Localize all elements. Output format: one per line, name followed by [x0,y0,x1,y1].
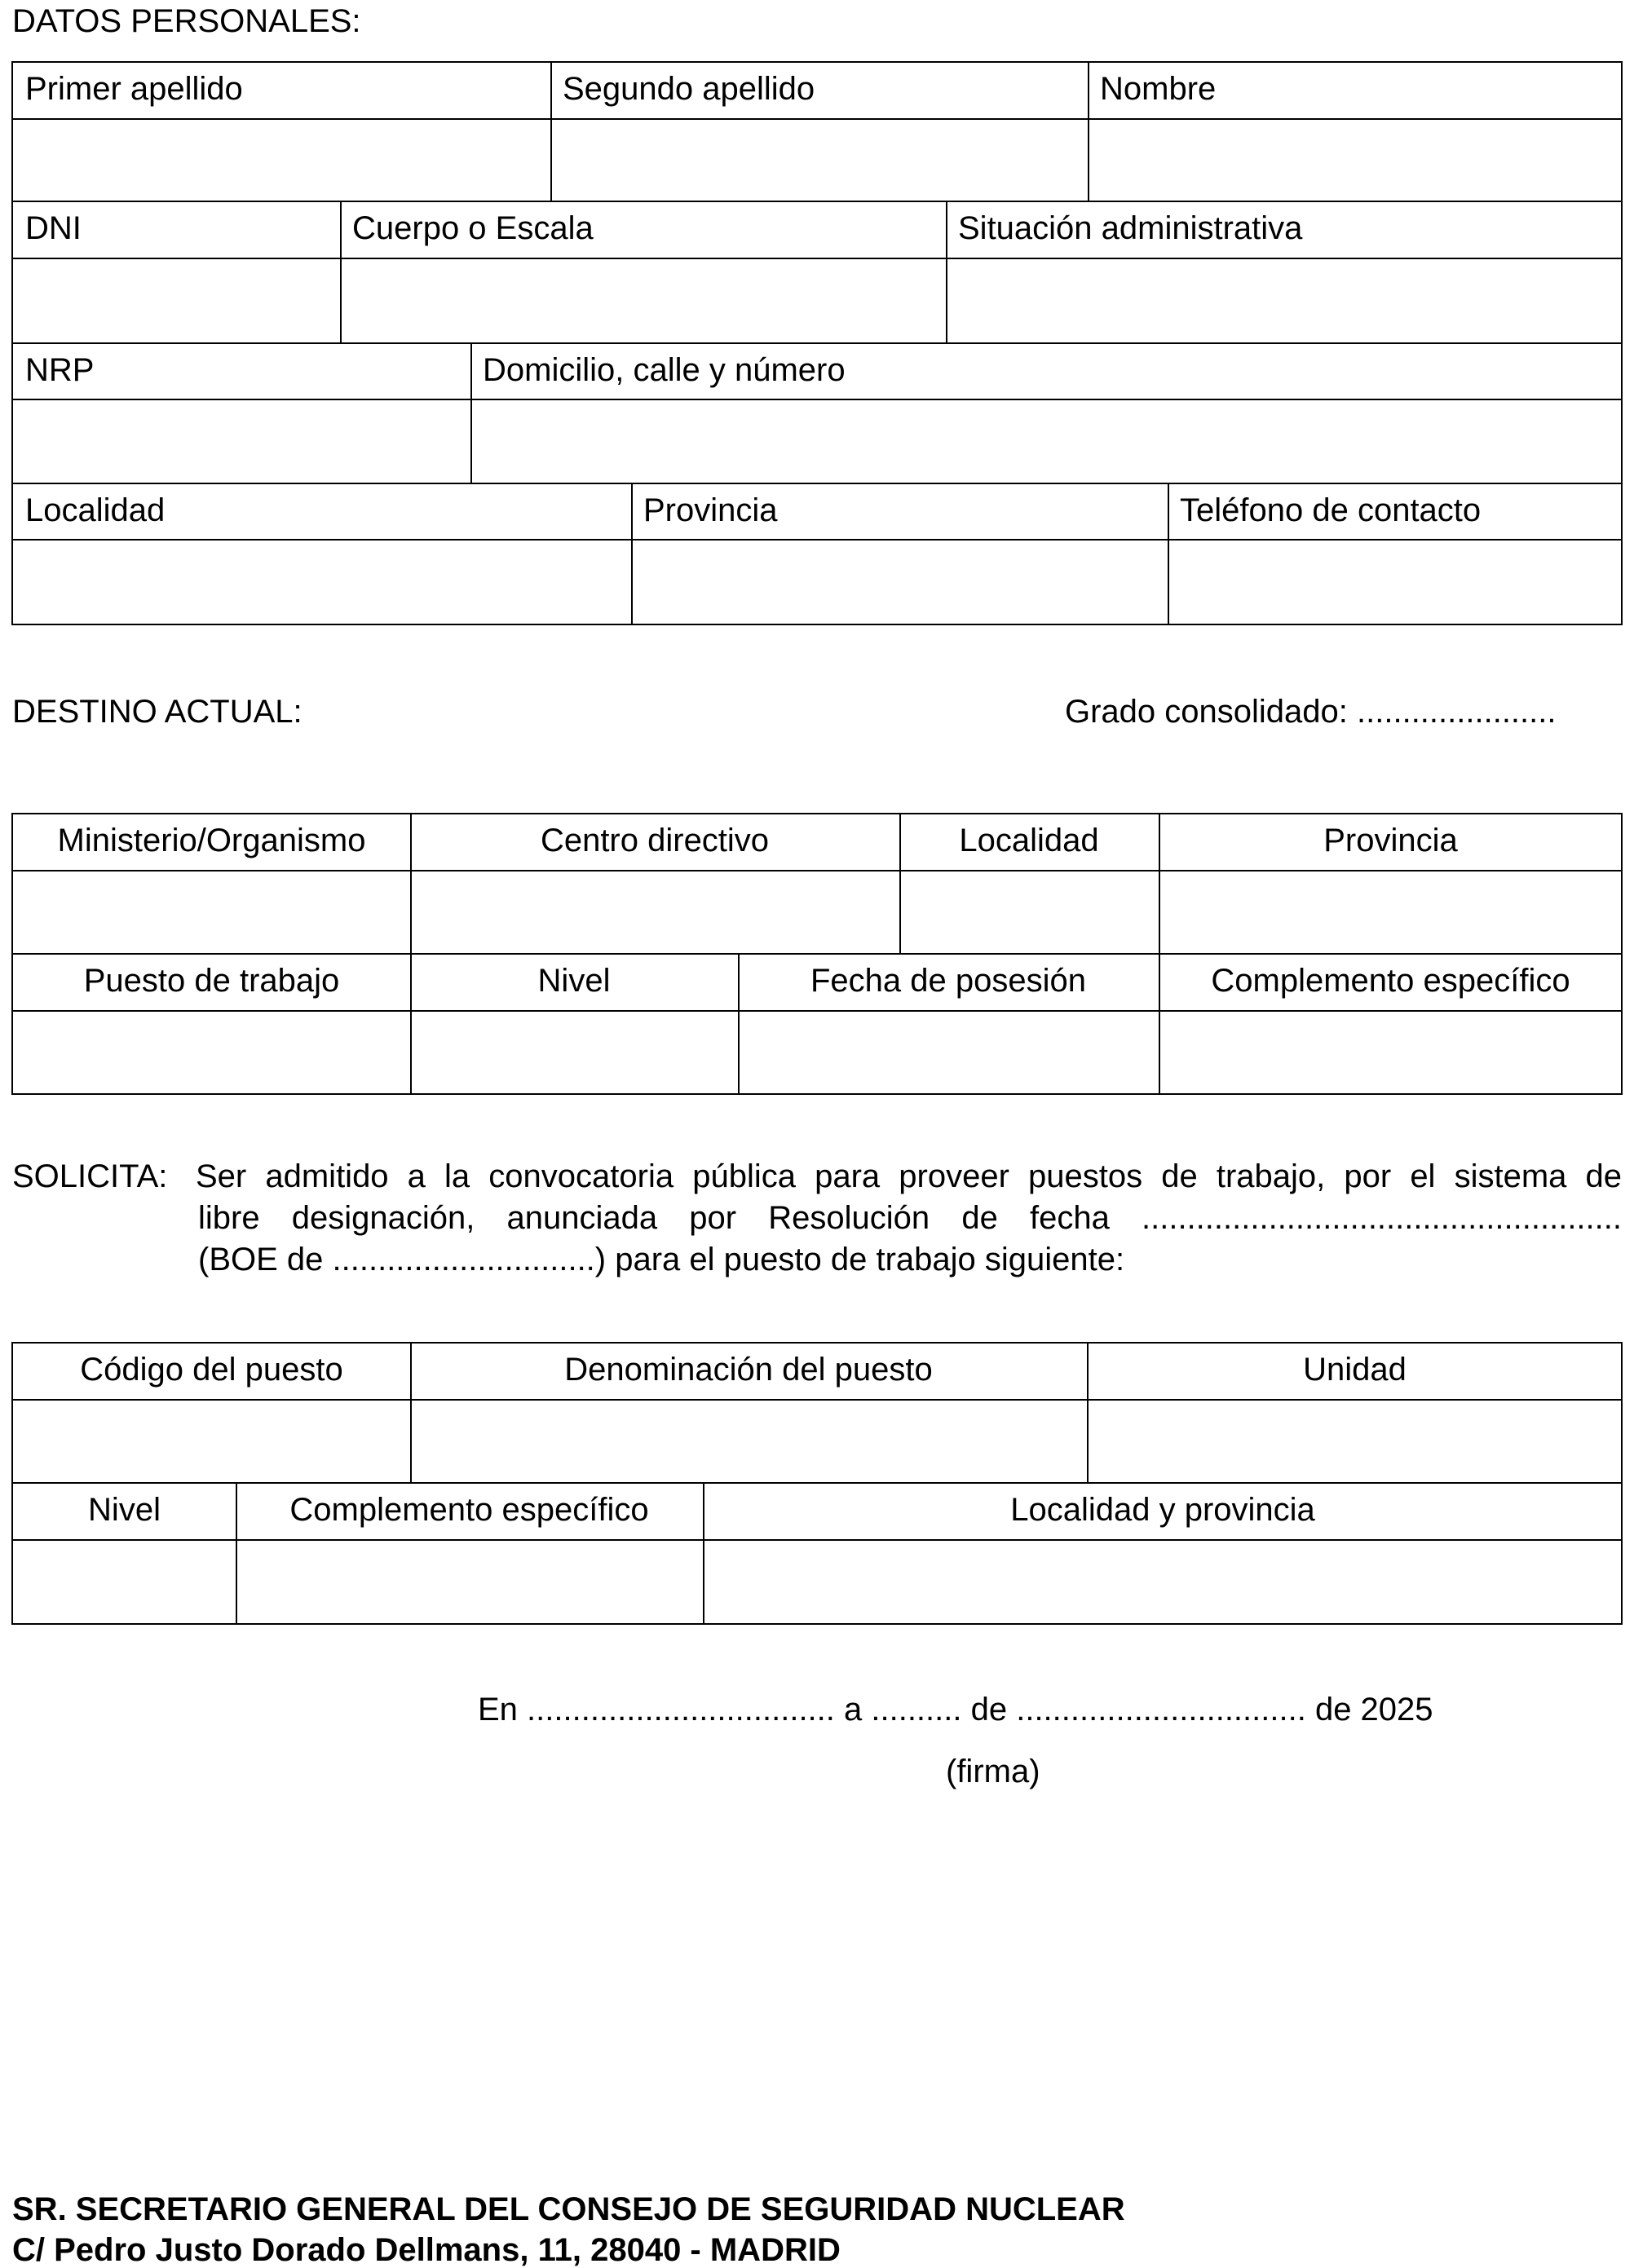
dni-label: DNI [25,210,82,246]
solicita-label: SOLICITA: [12,1158,168,1194]
ministerio-label: Ministerio/Organismo [57,823,366,858]
ps-complemento-label: Complemento específico [289,1492,649,1528]
grid-line [340,202,342,344]
primer-apellido-input[interactable] [13,120,550,202]
segundo-apellido-input[interactable] [550,120,1088,202]
dni-cell [13,202,340,344]
fecha-posesion-input[interactable] [738,1012,1159,1095]
denominacion-cell [410,1344,1087,1484]
destino-nivel-cell [410,955,738,1095]
ps-nivel-label: Nivel [88,1492,161,1528]
grid-line [13,483,1621,484]
ps-nivel-input[interactable] [13,1541,236,1625]
unidad-input[interactable] [1087,1401,1623,1484]
unidad-cell [1087,1344,1623,1484]
provincia-input[interactable] [631,541,1168,625]
footer-address: C/ Pedro Justo Dorado Dellmans, 11, 28040 - MADRID [12,2232,841,2268]
dni-input[interactable] [13,259,340,344]
grid-line [1088,63,1089,202]
localidad-input[interactable] [13,541,631,625]
section-heading-personal: DATOS PERSONALES: [12,3,361,39]
telefono-input[interactable] [1168,541,1623,625]
puesto-label: Puesto de trabajo [83,963,340,999]
cuerpo-label: Cuerpo o Escala [352,210,594,246]
destino-complemento-label: Complemento específico [1211,963,1570,999]
personal-data-table [11,61,1623,625]
solicita-line-2: libre designación, anunciada por Resolución de fecha ..................................................... [198,1200,1622,1236]
grid-line [946,202,947,344]
solicita-line-3: (BOE de .............................) para el puesto de trabajo siguiente: [198,1242,1125,1277]
codigo-input[interactable] [13,1401,410,1484]
ps-complemento-cell [236,1484,703,1625]
segundo-apellido-cell [550,63,1088,202]
domicilio-input[interactable] [470,401,1623,484]
grid-line [470,344,472,484]
grid-line [631,484,633,625]
ministerio-input[interactable] [13,871,410,955]
destino-provincia-cell [1159,814,1623,955]
situacion-label: Situación administrativa [958,210,1303,246]
provincia-label: Provincia [643,492,778,528]
primer-apellido-label: Primer apellido [25,71,243,107]
cuerpo-cell [340,202,946,344]
nrp-label: NRP [25,352,95,388]
nombre-cell [1088,63,1623,202]
destino-nivel-label: Nivel [537,963,611,999]
grid-line [410,814,412,1095]
ps-complemento-input[interactable] [236,1541,703,1625]
destino-localidad-cell [899,814,1159,955]
nombre-input[interactable] [1088,120,1623,202]
destino-localidad-label: Localidad [959,823,1099,858]
puesto-solicitado-table [11,1342,1623,1625]
primer-apellido-cell [13,63,550,202]
nrp-input[interactable] [13,401,470,484]
grid-line [738,955,740,1095]
localidad-cell [13,484,631,625]
grado-consolidado: Grado consolidado: ...................... [1065,694,1557,730]
destino-complemento-cell [1159,955,1623,1095]
domicilio-cell [470,344,1623,484]
telefono-label: Teléfono de contacto [1180,492,1482,528]
puesto-cell [13,955,410,1095]
footer-recipient: SR. SECRETARIO GENERAL DEL CONSEJO DE SEGURIDAD NUCLEAR [12,2191,1125,2227]
solicita-line-1: Ser admitido a la convocatoria pública para proveer puestos de trabajo, por el sistema de [196,1158,1622,1194]
codigo-cell [13,1344,410,1484]
fecha-linea: En .................................. a .......... de ................................ de 2025 [478,1692,1433,1727]
grid-line [13,1399,1621,1401]
domicilio-label: Domicilio, calle y número [483,352,846,388]
denominacion-input[interactable] [410,1401,1087,1484]
destino-localidad-input[interactable] [899,871,1159,955]
centro-input[interactable] [410,871,899,955]
grid-line [13,399,1621,400]
ps-nivel-cell [13,1484,236,1625]
grid-line [550,63,552,202]
centro-label: Centro directivo [540,823,770,858]
section-heading-destino: DESTINO ACTUAL: [12,694,303,730]
unidad-label: Unidad [1303,1352,1407,1388]
nombre-label: Nombre [1100,71,1217,107]
localidad-provincia-cell [703,1484,1623,1625]
localidad-provincia-label: Localidad y provincia [1010,1492,1315,1528]
grid-line [899,814,901,955]
centro-cell [410,814,899,955]
grid-line [410,1344,412,1484]
fecha-posesion-label: Fecha de posesión [810,963,1086,999]
localidad-provincia-input[interactable] [703,1541,1623,1625]
nrp-cell [13,344,470,484]
grid-line [703,1484,704,1625]
grid-line [13,870,1621,871]
grid-line [13,201,1621,202]
destino-actual-table [11,813,1623,1095]
cuerpo-input[interactable] [340,259,946,344]
provincia-cell [631,484,1168,625]
telefono-cell [1168,484,1623,625]
grid-line [1159,814,1160,1095]
destino-nivel-input[interactable] [410,1012,738,1095]
puesto-input[interactable] [13,1012,410,1095]
situacion-input[interactable] [946,259,1623,344]
ministerio-cell [13,814,410,955]
localidad-label: Localidad [25,492,166,528]
segundo-apellido-label: Segundo apellido [563,71,815,107]
grid-line [13,953,1621,955]
denominacion-label: Denominación del puesto [564,1352,933,1388]
fecha-posesion-cell [738,955,1159,1095]
firma-label: (firma) [946,1754,1040,1789]
codigo-label: Código del puesto [80,1352,343,1388]
grid-line [13,118,1621,120]
grid-line [13,258,1621,259]
destino-provincia-input[interactable] [1159,871,1623,955]
grid-line [13,1010,1621,1012]
grid-line [1087,1344,1089,1484]
grid-line [236,1484,237,1625]
situacion-cell [946,202,1623,344]
grid-line [13,539,1621,541]
grid-line [13,1539,1621,1541]
destino-provincia-label: Provincia [1323,823,1458,858]
grid-line [1168,484,1169,625]
destino-complemento-input[interactable] [1159,1012,1623,1095]
grid-line [13,342,1621,344]
grid-line [13,1482,1621,1484]
